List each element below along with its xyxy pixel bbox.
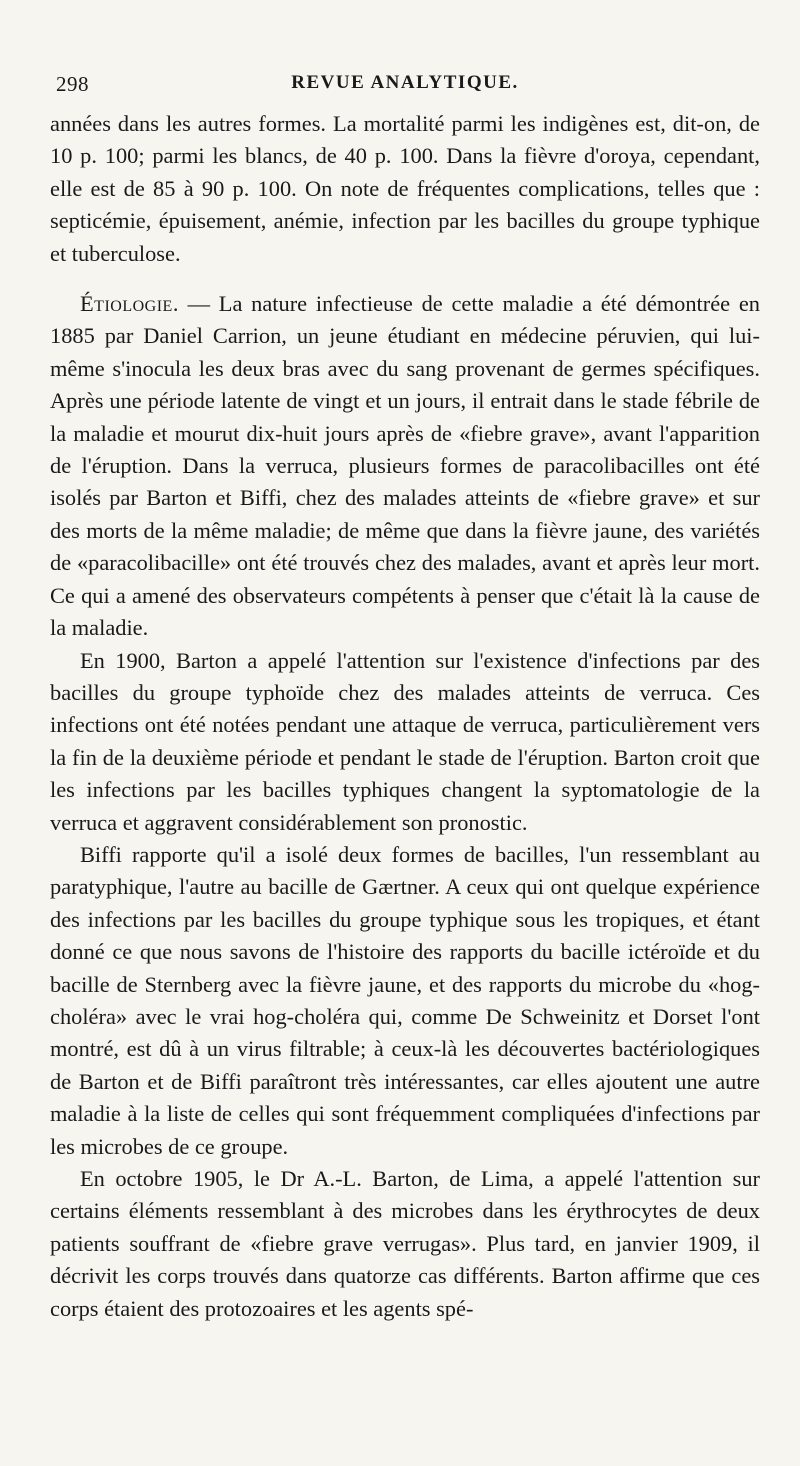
body-text	[50, 108, 760, 1325]
paragraph-text: — La nature infectieuse de cette maladie a été démontrée en 1885 par Daniel Carrion, un jeune étudiant en médecine péruvien, qui lui-même s'inocula les deux bras avec du sang provenant de germes spécifiques. Après une période latente de vingt et un jours, il entrait dans le stade fébrile de la maladie et mourut dix-huit jours après de «fiebre grave», avant l'apparition de l'éruption. Dans la verruca, plusieurs formes de paracolibacilles ont été isolés par Barton et Biffi, chez des malades atteints de «fiebre grave» et sur des morts de la même maladie; de même que dans la fièvre jaune, des variétés de «paracolibacille» ont été trouvés chez des malades, avant et après leur mort. Ce qui a amené des observateurs compétents à penser que c'était là la cause de la maladie.	[50, 291, 760, 641]
paragraph-text: années dans les autres formes. La mortalité parmi les indigènes est, dit-on, de 10 p. 100; parmi les blancs, de 40 p. 100. Dans la fièvre d'oroya, cependant, elle est de 85 à 90 p. 100. On note de fréquentes complications, telles que : septicémie, épuisement, anémie, infection par les bacilles du groupe typhique et tuberculose.	[50, 111, 760, 266]
page-header	[50, 64, 760, 104]
etiologie-paragraph	[50, 288, 760, 644]
paragraph-text: En 1900, Barton a appelé l'attention sur l'existence d'infections par des bacilles du groupe typhoïde chez des malades atteints de verruca. Ces infections ont été notées pendant une attaque de verruca, particulièrement vers la fin de la deuxième période et pendant le stade de l'éruption. Barton croit que les infections par les bacilles typhiques changent la syptomatologie de la verruca et aggravent considérablement son pronostic.	[50, 647, 760, 835]
page-number: 298	[56, 72, 89, 96]
paragraph-text: Biffi rapporte qu'il a isolé deux formes de bacilles, l'un ressemblant au paratyphique, l'autre au bacille de Gærtner. A ceux qui ont quelque expérience des infections par les bacilles du groupe typhique sous les tropiques, et étant donné ce que nous savons de l'histoire des rapports du bacille ictéroïde et du bacille de Sternberg avec la fièvre jaune, et des rapports du microbe du «hog-choléra» avec le vrai hog-choléra qui, comme De Schweinitz et Dorset l'ont montré, est dû à un virus filtrable; à ceux-là les découvertes bactériologiques de Barton et de Biffi paraîtront très intéressantes, car elles ajoutent une autre maladie à la liste de celles qui sont fréquemment compliquées d'infections par les microbes de ce groupe.	[50, 841, 760, 1159]
paragraph	[50, 839, 760, 1163]
paragraph	[50, 1163, 760, 1325]
section-title: Étiologie.	[80, 291, 179, 317]
paragraph	[50, 645, 760, 839]
running-title: REVUE ANALYTIQUE.	[291, 72, 519, 93]
paragraph-text: En octobre 1905, le Dr A.-L. Barton, de Lima, a appelé l'attention sur certains éléments ressemblant à des microbes dans les érythrocytes de deux patients souffrant de «fiebre grave verrugas». Plus tard, en janvier 1909, il décrivit les corps trouvés dans quatorze cas différents. Barton affirme que ces corps étaient des protozoaires et les agents spé-	[50, 1166, 760, 1321]
paragraph	[50, 108, 760, 270]
